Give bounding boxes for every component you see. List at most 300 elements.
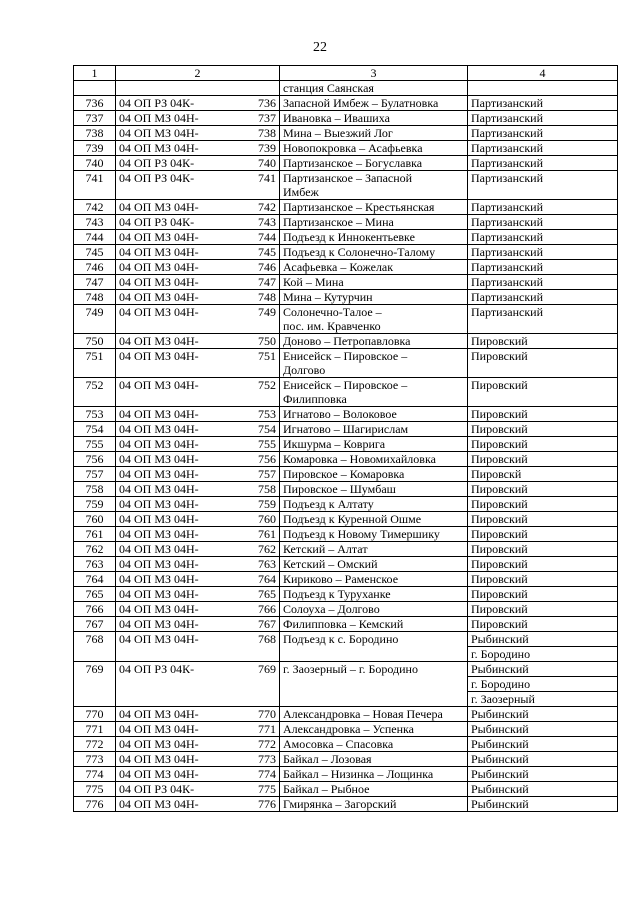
road-code: 04 ОП МЗ 04Н- <box>119 602 199 616</box>
road-name-cell <box>280 305 468 334</box>
road-code-cell <box>116 378 280 407</box>
table-row <box>74 542 618 557</box>
road-code-cell <box>116 617 280 632</box>
road-name-cell <box>280 215 468 230</box>
road-name-line: Кетский – Алтат <box>283 542 368 556</box>
road-code: 04 ОП МЗ 04Н- <box>119 797 199 811</box>
district-cell <box>468 467 618 482</box>
road-name-cell <box>280 111 468 126</box>
district-line: Пировский <box>471 482 528 496</box>
district-line: Рыбинский <box>471 662 529 676</box>
road-code-cell <box>116 512 280 527</box>
road-code: 04 ОП МЗ 04Н- <box>119 542 199 556</box>
road-name-line: Байкал – Рыбное <box>283 782 370 796</box>
road-name-line: Подъезд к Новому Тимершику <box>283 527 440 541</box>
road-code: 04 ОП МЗ 04Н- <box>119 512 199 526</box>
road-code: 04 ОП МЗ 04Н- <box>119 707 199 721</box>
district-line: г. Бородино <box>468 676 617 691</box>
road-name-cell <box>280 527 468 542</box>
table-row <box>74 602 618 617</box>
table-header-row <box>74 66 618 81</box>
road-name-cell <box>280 422 468 437</box>
district-line: Пировский <box>471 407 528 421</box>
district-cell <box>468 245 618 260</box>
road-code-cell <box>116 602 280 617</box>
road-name-cell <box>280 126 468 141</box>
row-number: 765 <box>74 587 116 602</box>
row-number: 748 <box>74 290 116 305</box>
road-code-number: 757 <box>258 467 276 481</box>
road-code-number: 753 <box>258 407 276 421</box>
district-line: Партизанский <box>471 171 543 185</box>
district-cell <box>468 230 618 245</box>
road-code: 04 ОП МЗ 04Н- <box>119 305 199 319</box>
road-code-number: 748 <box>258 290 276 304</box>
road-code: 04 ОП МЗ 04Н- <box>119 378 199 392</box>
road-name-line: Доново – Петропавловка <box>283 334 411 348</box>
table-row <box>74 557 618 572</box>
table-row <box>74 782 618 797</box>
road-name-line: Подъезд к Алтату <box>283 497 374 511</box>
road-name-line: Филипповка – Кемский <box>283 617 404 631</box>
road-code: 04 ОП МЗ 04Н- <box>119 407 199 421</box>
road-name-cell <box>280 141 468 156</box>
road-code-cell <box>116 215 280 230</box>
road-name-cell <box>280 334 468 349</box>
road-name-line: Александровка – Новая Печера <box>283 707 443 721</box>
road-code: 04 ОП МЗ 04Н- <box>119 617 199 631</box>
table-row <box>74 527 618 542</box>
road-code-cell <box>116 349 280 378</box>
header-col-3: 3 <box>280 66 468 81</box>
road-code-cell <box>116 171 280 200</box>
district-line: Рыбинский <box>471 752 529 766</box>
road-name-line: Партизанское – Крестьянская <box>283 200 435 214</box>
road-code-number: 750 <box>258 334 276 348</box>
road-code: 04 ОП МЗ 04Н- <box>119 126 199 140</box>
road-name-line: Мина – Выезжий Лог <box>283 126 393 140</box>
road-code: 04 ОП МЗ 04Н- <box>119 467 199 481</box>
table-row <box>74 617 618 632</box>
road-name-line: Пировское – Шумбаш <box>283 482 396 496</box>
row-number: 736 <box>74 96 116 111</box>
table-row <box>74 96 618 111</box>
row-number: 776 <box>74 797 116 812</box>
road-code: 04 ОП МЗ 04Н- <box>119 527 199 541</box>
table-row <box>74 378 618 407</box>
district-line: Пировский <box>471 378 528 392</box>
district-line: Партизанский <box>471 275 543 289</box>
road-name-line: Енисейск – Пировское – <box>283 349 408 363</box>
road-code-number: 745 <box>258 245 276 259</box>
district-line: Рыбинский <box>471 632 529 646</box>
district-cell <box>468 752 618 767</box>
district-cell <box>468 617 618 632</box>
row-number: 761 <box>74 527 116 542</box>
road-code-cell <box>116 557 280 572</box>
district-cell <box>468 437 618 452</box>
road-code-number: 751 <box>258 349 276 363</box>
district-cell <box>468 141 618 156</box>
district-line: Пировский <box>471 497 528 511</box>
road-code: 04 ОП МЗ 04Н- <box>119 111 199 125</box>
road-name-cell <box>280 378 468 407</box>
district-cell <box>468 737 618 752</box>
road-name-cell <box>280 602 468 617</box>
road-name-cell <box>280 752 468 767</box>
row-number: 742 <box>74 200 116 215</box>
district-line: Партизанский <box>471 200 543 214</box>
district-cell <box>468 171 618 200</box>
row-number: 751 <box>74 349 116 378</box>
district-line: Рыбинский <box>471 737 529 751</box>
road-code-number: 766 <box>258 602 276 616</box>
road-name-line: Новопокровка – Асафьевка <box>283 141 423 155</box>
road-name-cell <box>280 572 468 587</box>
row-number: 764 <box>74 572 116 587</box>
row-number: 755 <box>74 437 116 452</box>
district-cell <box>468 497 618 512</box>
district-cell <box>468 482 618 497</box>
row-number: 741 <box>74 171 116 200</box>
road-code-number: 746 <box>258 260 276 274</box>
road-code-number: 774 <box>258 767 276 781</box>
table-row <box>74 437 618 452</box>
road-name-line: Икшурма – Коврига <box>283 437 386 451</box>
road-code: 04 ОП РЗ 04К- <box>119 171 195 185</box>
road-name-line: Александровка – Успенка <box>283 722 415 736</box>
road-name-line: Гмирянка – Загорский <box>283 797 397 811</box>
table-row <box>74 290 618 305</box>
district-line: Пировский <box>471 587 528 601</box>
row-number: 769 <box>74 662 116 707</box>
table-row <box>74 305 618 334</box>
road-code-cell <box>116 96 280 111</box>
row-number: 760 <box>74 512 116 527</box>
table-row <box>74 334 618 349</box>
row-number: 738 <box>74 126 116 141</box>
road-code-number: 737 <box>258 111 276 125</box>
district-line: Партизанский <box>471 215 543 229</box>
road-code: 04 ОП МЗ 04Н- <box>119 587 199 601</box>
district-cell <box>468 275 618 290</box>
district-line: Пировский <box>471 437 528 451</box>
row-number: 750 <box>74 334 116 349</box>
road-code: 04 ОП МЗ 04Н- <box>119 482 199 496</box>
road-name-line: Подъезд к Куренной Ошме <box>283 512 422 526</box>
road-code-number: 744 <box>258 230 276 244</box>
road-name-cell <box>280 230 468 245</box>
row-number: 746 <box>74 260 116 275</box>
district-line: Рыбинский <box>471 707 529 721</box>
road-name-cell <box>280 542 468 557</box>
district-line: Пировский <box>471 334 528 348</box>
road-name-line: Подъезд к Солонечно-Талому <box>283 245 436 259</box>
table-row <box>74 797 618 812</box>
continuation-text: станция Саянская <box>280 81 468 96</box>
table-row <box>74 482 618 497</box>
road-code-cell <box>116 482 280 497</box>
district-line: Пировский <box>471 557 528 571</box>
road-name-cell <box>280 767 468 782</box>
district-cell <box>468 407 618 422</box>
road-name-cell <box>280 245 468 260</box>
road-code: 04 ОП МЗ 04Н- <box>119 260 199 274</box>
district-cell <box>468 782 618 797</box>
road-name-cell <box>280 96 468 111</box>
road-name-line: пос. им. Кравченко <box>283 319 381 333</box>
road-code-cell <box>116 452 280 467</box>
district-line: Пировский <box>471 602 528 616</box>
row-number: 756 <box>74 452 116 467</box>
road-name-line: Ивановка – Ивашиха <box>283 111 390 125</box>
table-row <box>74 126 618 141</box>
road-code-cell <box>116 141 280 156</box>
district-line: Партизанский <box>471 126 543 140</box>
header-col-2: 2 <box>116 66 280 81</box>
road-name-cell <box>280 275 468 290</box>
road-code-number: 755 <box>258 437 276 451</box>
district-line: Пировский <box>471 422 528 436</box>
district-cell <box>468 527 618 542</box>
road-code-cell <box>116 290 280 305</box>
table-row <box>74 572 618 587</box>
row-number: 771 <box>74 722 116 737</box>
district-line: Партизанский <box>471 141 543 155</box>
table-row <box>74 752 618 767</box>
road-code-number: 741 <box>258 171 276 185</box>
district-cell <box>468 587 618 602</box>
district-line: Пировский <box>471 527 528 541</box>
road-code-cell <box>116 632 280 662</box>
district-cell <box>468 305 618 334</box>
district-cell <box>468 290 618 305</box>
road-name-line: Подъезд к с. Бородино <box>283 632 399 646</box>
row-number: 770 <box>74 707 116 722</box>
row-number: 752 <box>74 378 116 407</box>
road-name-cell <box>280 482 468 497</box>
road-code: 04 ОП МЗ 04Н- <box>119 752 199 766</box>
row-number: 758 <box>74 482 116 497</box>
road-code: 04 ОП РЗ 04К- <box>119 782 195 796</box>
district-cell <box>468 662 618 707</box>
road-code-number: 763 <box>258 557 276 571</box>
road-code-number: 769 <box>258 662 276 676</box>
road-name-line: Амосовка – Спасовка <box>283 737 394 751</box>
road-code: 04 ОП МЗ 04Н- <box>119 497 199 511</box>
district-line: Рыбинский <box>471 722 529 736</box>
road-name-cell <box>280 722 468 737</box>
road-name-cell <box>280 171 468 200</box>
road-code-cell <box>116 126 280 141</box>
district-line: Партизанский <box>471 156 543 170</box>
road-name-line: Байкал – Лозовая <box>283 752 372 766</box>
road-code-cell <box>116 467 280 482</box>
table-row <box>74 141 618 156</box>
road-code-number: 760 <box>258 512 276 526</box>
row-number: 739 <box>74 141 116 156</box>
road-name-cell <box>280 156 468 171</box>
district-line: Партизанский <box>471 305 543 319</box>
table-row <box>74 200 618 215</box>
road-name-line: Пировское – Комаровка <box>283 467 405 481</box>
road-code-cell <box>116 437 280 452</box>
road-code-cell <box>116 111 280 126</box>
table-row <box>74 452 618 467</box>
road-name-cell <box>280 587 468 602</box>
roads-table <box>73 65 618 812</box>
road-code: 04 ОП МЗ 04Н- <box>119 632 199 646</box>
road-name-cell <box>280 349 468 378</box>
road-code: 04 ОП МЗ 04Н- <box>119 349 199 363</box>
road-code-cell <box>116 662 280 707</box>
road-code-number: 756 <box>258 452 276 466</box>
district-cell <box>468 602 618 617</box>
road-code-cell <box>116 200 280 215</box>
page-number: 22 <box>313 40 327 55</box>
road-code: 04 ОП МЗ 04Н- <box>119 334 199 348</box>
table-row <box>74 407 618 422</box>
district-cell <box>468 422 618 437</box>
road-code-number: 770 <box>258 707 276 721</box>
road-code: 04 ОП РЗ 04К- <box>119 662 195 676</box>
road-name-line: Кой – Мина <box>283 275 344 289</box>
road-code-cell <box>116 305 280 334</box>
district-cell <box>468 334 618 349</box>
road-name-line: Комаровка – Новомихайловка <box>283 452 436 466</box>
district-cell <box>468 96 618 111</box>
road-name-cell <box>280 290 468 305</box>
road-name-line: Байкал – Низинка – Лощинка <box>283 767 434 781</box>
road-code: 04 ОП МЗ 04Н- <box>119 572 199 586</box>
road-name-line: Солонечно-Талое – <box>283 305 382 319</box>
row-number: 763 <box>74 557 116 572</box>
table-row <box>74 230 618 245</box>
district-cell <box>468 707 618 722</box>
road-code-cell <box>116 260 280 275</box>
row-number: 745 <box>74 245 116 260</box>
road-code-number: 740 <box>258 156 276 170</box>
road-code: 04 ОП МЗ 04Н- <box>119 437 199 451</box>
district-line: Рыбинский <box>471 797 529 811</box>
road-name-cell <box>280 617 468 632</box>
district-cell <box>468 126 618 141</box>
road-name-line: Подъезд к Иннокентьевке <box>283 230 415 244</box>
road-name-cell <box>280 497 468 512</box>
road-name-cell <box>280 662 468 707</box>
road-name-line: Кетский – Омский <box>283 557 378 571</box>
continuation-row <box>74 81 618 96</box>
road-name-line: Филипповка <box>283 392 347 406</box>
district-cell <box>468 215 618 230</box>
road-code: 04 ОП МЗ 04Н- <box>119 141 199 155</box>
road-name-cell <box>280 737 468 752</box>
row-number: 740 <box>74 156 116 171</box>
table-row <box>74 662 618 707</box>
district-cell <box>468 111 618 126</box>
table-row <box>74 767 618 782</box>
road-code-number: 742 <box>258 200 276 214</box>
table-row <box>74 722 618 737</box>
road-code-number: 773 <box>258 752 276 766</box>
road-code-number: 759 <box>258 497 276 511</box>
road-name-line: Партизанское – Богуславка <box>283 156 423 170</box>
road-name-cell <box>280 707 468 722</box>
row-number: 767 <box>74 617 116 632</box>
row-number: 744 <box>74 230 116 245</box>
road-code-number: 768 <box>258 632 276 646</box>
road-code-number: 743 <box>258 215 276 229</box>
road-code: 04 ОП РЗ 04К- <box>119 96 195 110</box>
district-cell <box>468 767 618 782</box>
road-code-number: 767 <box>258 617 276 631</box>
row-number: 743 <box>74 215 116 230</box>
road-code: 04 ОП МЗ 04Н- <box>119 422 199 436</box>
district-cell <box>468 260 618 275</box>
road-name-line: Игнатово – Шагирислам <box>283 422 409 436</box>
road-name-line: Солоуха – Долгово <box>283 602 380 616</box>
road-name-cell <box>280 512 468 527</box>
district-line: Пировский <box>471 349 528 363</box>
road-code-cell <box>116 156 280 171</box>
row-number: 772 <box>74 737 116 752</box>
road-name-line: Асафьевка – Кожелак <box>283 260 394 274</box>
row-number: 749 <box>74 305 116 334</box>
road-code: 04 ОП МЗ 04Н- <box>119 557 199 571</box>
road-code: 04 ОП РЗ 04К- <box>119 215 195 229</box>
district-cell <box>468 156 618 171</box>
row-number: 759 <box>74 497 116 512</box>
road-code-cell <box>116 707 280 722</box>
road-code: 04 ОП МЗ 04Н- <box>119 722 199 736</box>
table-row <box>74 111 618 126</box>
road-code-number: 776 <box>258 797 276 811</box>
district-line: Партизанский <box>471 96 543 110</box>
district-cell <box>468 557 618 572</box>
row-number: 775 <box>74 782 116 797</box>
district-cell <box>468 200 618 215</box>
row-number: 757 <box>74 467 116 482</box>
row-number: 754 <box>74 422 116 437</box>
road-name-cell <box>280 200 468 215</box>
road-code: 04 ОП МЗ 04Н- <box>119 230 199 244</box>
table-row <box>74 632 618 662</box>
district-line: Партизанский <box>471 230 543 244</box>
district-line: Партизанский <box>471 290 543 304</box>
district-cell <box>468 722 618 737</box>
road-name-cell <box>280 632 468 662</box>
road-name-cell <box>280 437 468 452</box>
row-number: 762 <box>74 542 116 557</box>
district-line: Пировский <box>471 572 528 586</box>
district-cell <box>468 349 618 378</box>
table-row <box>74 215 618 230</box>
road-name-line: Подъезд к Туруханке <box>283 587 391 601</box>
road-code-number: 754 <box>258 422 276 436</box>
road-code-number: 764 <box>258 572 276 586</box>
road-code-cell <box>116 275 280 290</box>
road-code-cell <box>116 542 280 557</box>
road-name-cell <box>280 467 468 482</box>
road-name-line: Партизанское – Мина <box>283 215 394 229</box>
road-code-cell <box>116 737 280 752</box>
district-line: Рыбинский <box>471 782 529 796</box>
road-code: 04 ОП МЗ 04Н- <box>119 245 199 259</box>
road-code-number: 762 <box>258 542 276 556</box>
road-code: 04 ОП МЗ 04Н- <box>119 452 199 466</box>
road-code-cell <box>116 587 280 602</box>
road-code-cell <box>116 497 280 512</box>
